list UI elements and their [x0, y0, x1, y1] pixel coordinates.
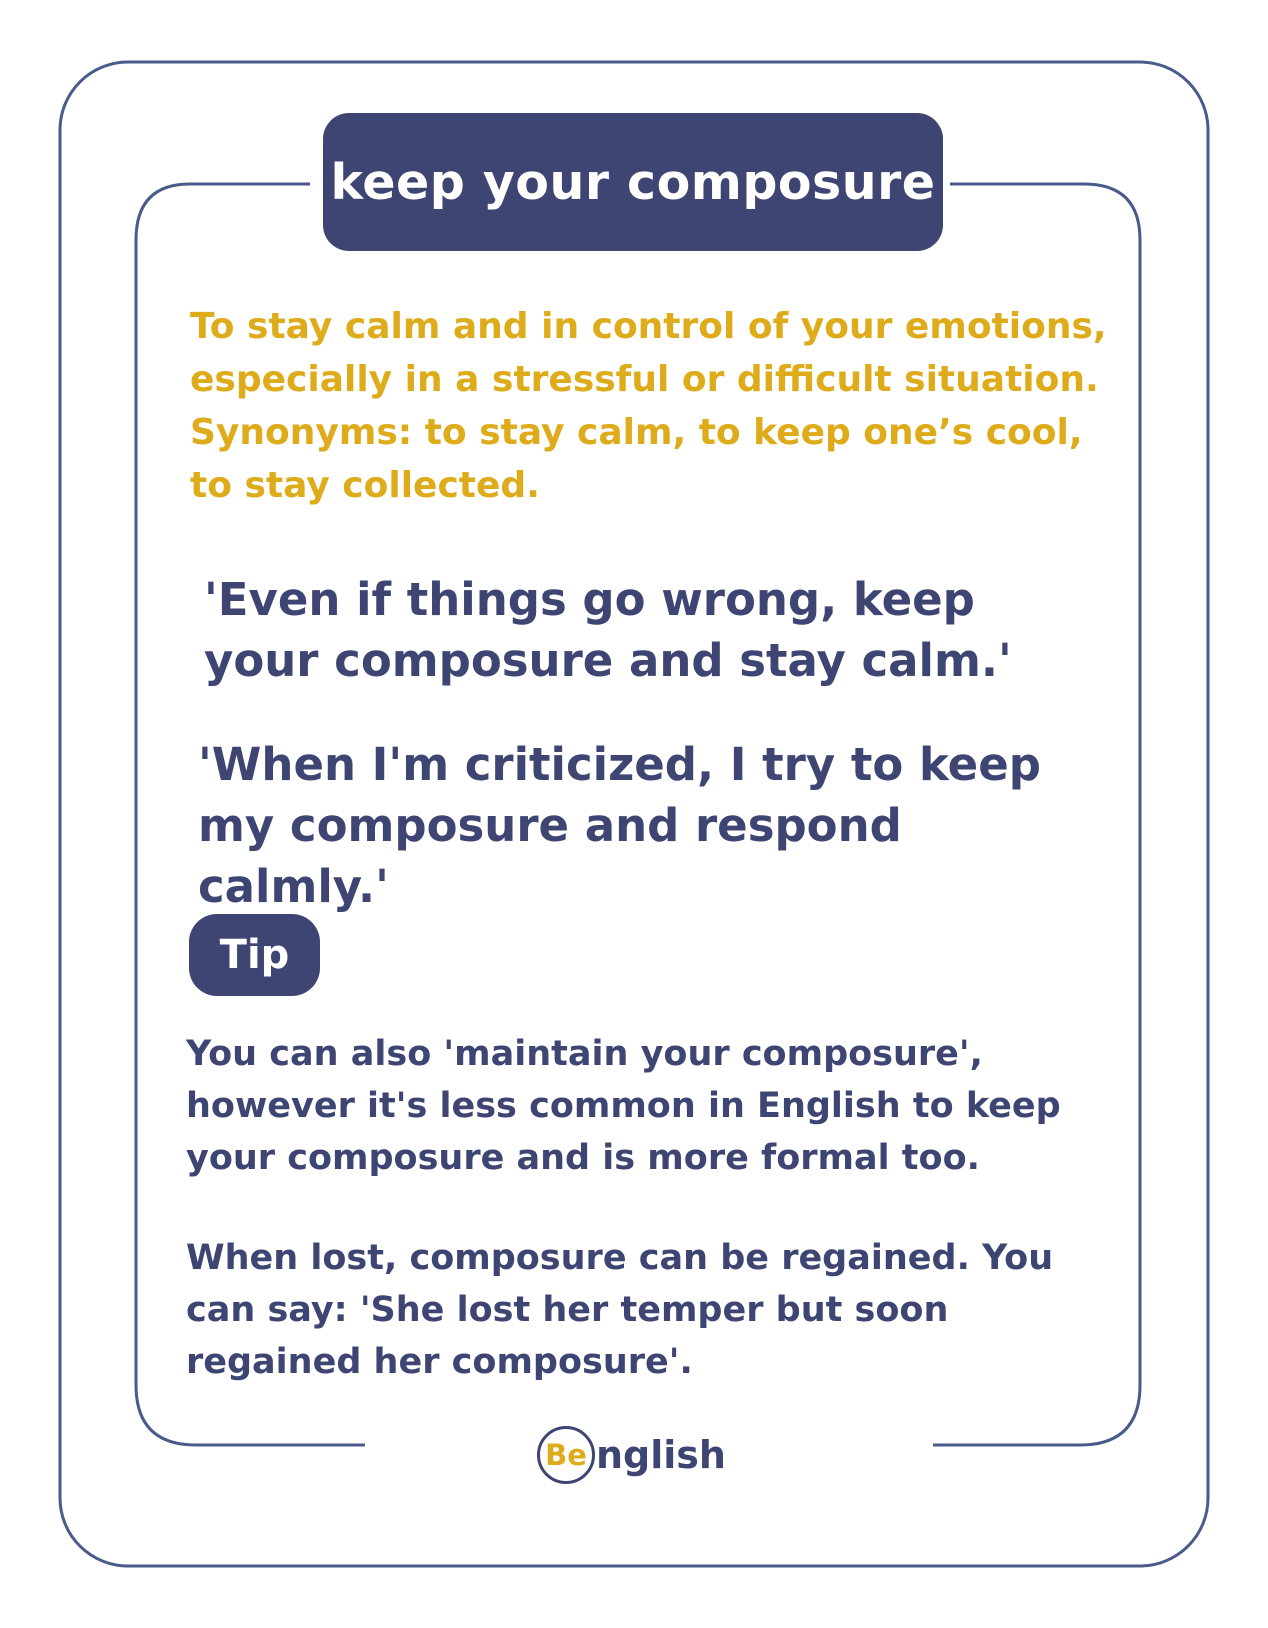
example-sentence-1: 'Even if things go wrong, keep your composure and stay calm.': [204, 573, 1012, 687]
tip-paragraph-1: You can also 'maintain your composure', however it's less common in English to keep your composure and is more formal too.: [186, 1034, 1061, 1178]
definition-text: To stay calm and in control of your emotions, especially in a stressful or difficult situation.: [190, 306, 1107, 400]
tip-paragraph-2: When lost, composure can be regained. You can say: 'She lost her temper but soon regained her composure'.: [186, 1238, 1054, 1382]
tip-badge: [189, 914, 320, 996]
logo-circle-text: Be: [545, 1438, 587, 1472]
logo-word: nglish: [596, 1433, 726, 1477]
title-text: keep your composure: [330, 153, 936, 211]
title-banner: [323, 113, 943, 251]
example-sentence-2: 'When I'm criticized, I try to keep my composure and respond calmly.': [198, 738, 1041, 913]
definition-block: [190, 300, 1130, 512]
benglish-logo: [537, 1422, 726, 1488]
synonyms-text: Synonyms: to stay calm, to keep one’s cool, to stay collected.: [190, 412, 1083, 506]
logo-circle: [537, 1426, 595, 1484]
tip-label: Tip: [219, 932, 290, 978]
